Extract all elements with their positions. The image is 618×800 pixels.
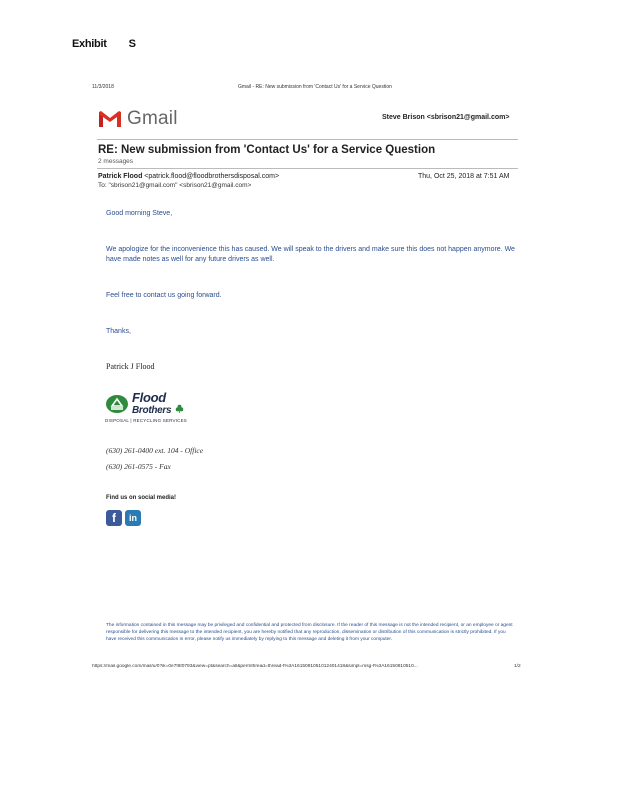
exhibit-letter: S — [128, 38, 136, 50]
company-tagline: DISPOSAL | RECYCLING SERVICES — [105, 418, 187, 423]
print-header-title: Gmail - RE: New submission from 'Contact Us' for a Service Question — [238, 84, 392, 90]
thread-subject: RE: New submission from 'Contact Us' for a Service Question — [98, 144, 436, 156]
gmail-logo — [98, 108, 178, 130]
fax-number: (630) 261-0575 - Fax — [106, 462, 171, 471]
exhibit-label: Exhibit S — [72, 38, 136, 50]
gmail-m-icon — [98, 110, 122, 128]
sender-email: <patrick.flood@floodbrothersdisposal.com> — [144, 173, 280, 180]
gmail-wordmark: Gmail — [127, 108, 178, 129]
confidentiality-disclaimer: The information contained in this message may be privileged and confidential and protected from disclosure. If the reader of this message is not the intended recipient, or an employee or agent responsible for delivering this message to the intended recipient, you are hereby notified that any reproduction, dissemination or distribution of this communication is strictly prohibited. If you have received this communication in error, please notify us immediately by replying to this message and deleting it from your computer. — [106, 623, 513, 643]
facebook-icon[interactable]: f — [106, 510, 122, 526]
account-email: Steve Brison <sbrison21@gmail.com> — [382, 114, 510, 121]
body-paragraph-2: Feel free to contact us going forward. — [106, 292, 222, 299]
brand-line-2: Brothers — [132, 405, 172, 416]
message-to: To: "sbrison21@gmail.com" <sbrison21@gmail.com> — [98, 182, 252, 189]
body-paragraph-1: We apologize for the inconvenience this has caused. We will speak to the drivers and make sure this does not happen anymore. We have made notes as well for any future drivers as well. — [106, 246, 515, 263]
linkedin-icon[interactable]: in — [125, 510, 141, 526]
divider — [97, 139, 518, 140]
closing: Thanks, — [106, 328, 131, 335]
message-date: Thu, Oct 25, 2018 at 7:51 AM — [418, 173, 510, 180]
print-footer-url: https://mail.google.com/mail/u/0?ik=0e7f6f0793&view=pt&search=all&permthread=thread-f%3A1615081051012401418&simpl=msg-f%3A16150810510... — [92, 664, 418, 669]
brand-line-1: Flood — [132, 390, 166, 405]
print-footer-page: 1/2 — [514, 664, 521, 669]
sender-name: Patrick Flood — [98, 173, 143, 180]
office-phone: (630) 261-0400 ext. 104 - Office — [106, 446, 204, 455]
message-count: 2 messages — [98, 158, 134, 165]
divider — [97, 168, 518, 169]
signature-name: Patrick J Flood — [106, 362, 155, 371]
company-logo — [105, 392, 187, 423]
social-label: Find us on social media! — [106, 495, 177, 501]
print-header-date: 11/3/2018 — [92, 84, 114, 90]
message-from — [98, 173, 279, 180]
greeting: Good morning Steve, — [106, 210, 173, 217]
shamrock-icon — [175, 404, 184, 413]
recycle-truck-icon — [105, 394, 129, 414]
